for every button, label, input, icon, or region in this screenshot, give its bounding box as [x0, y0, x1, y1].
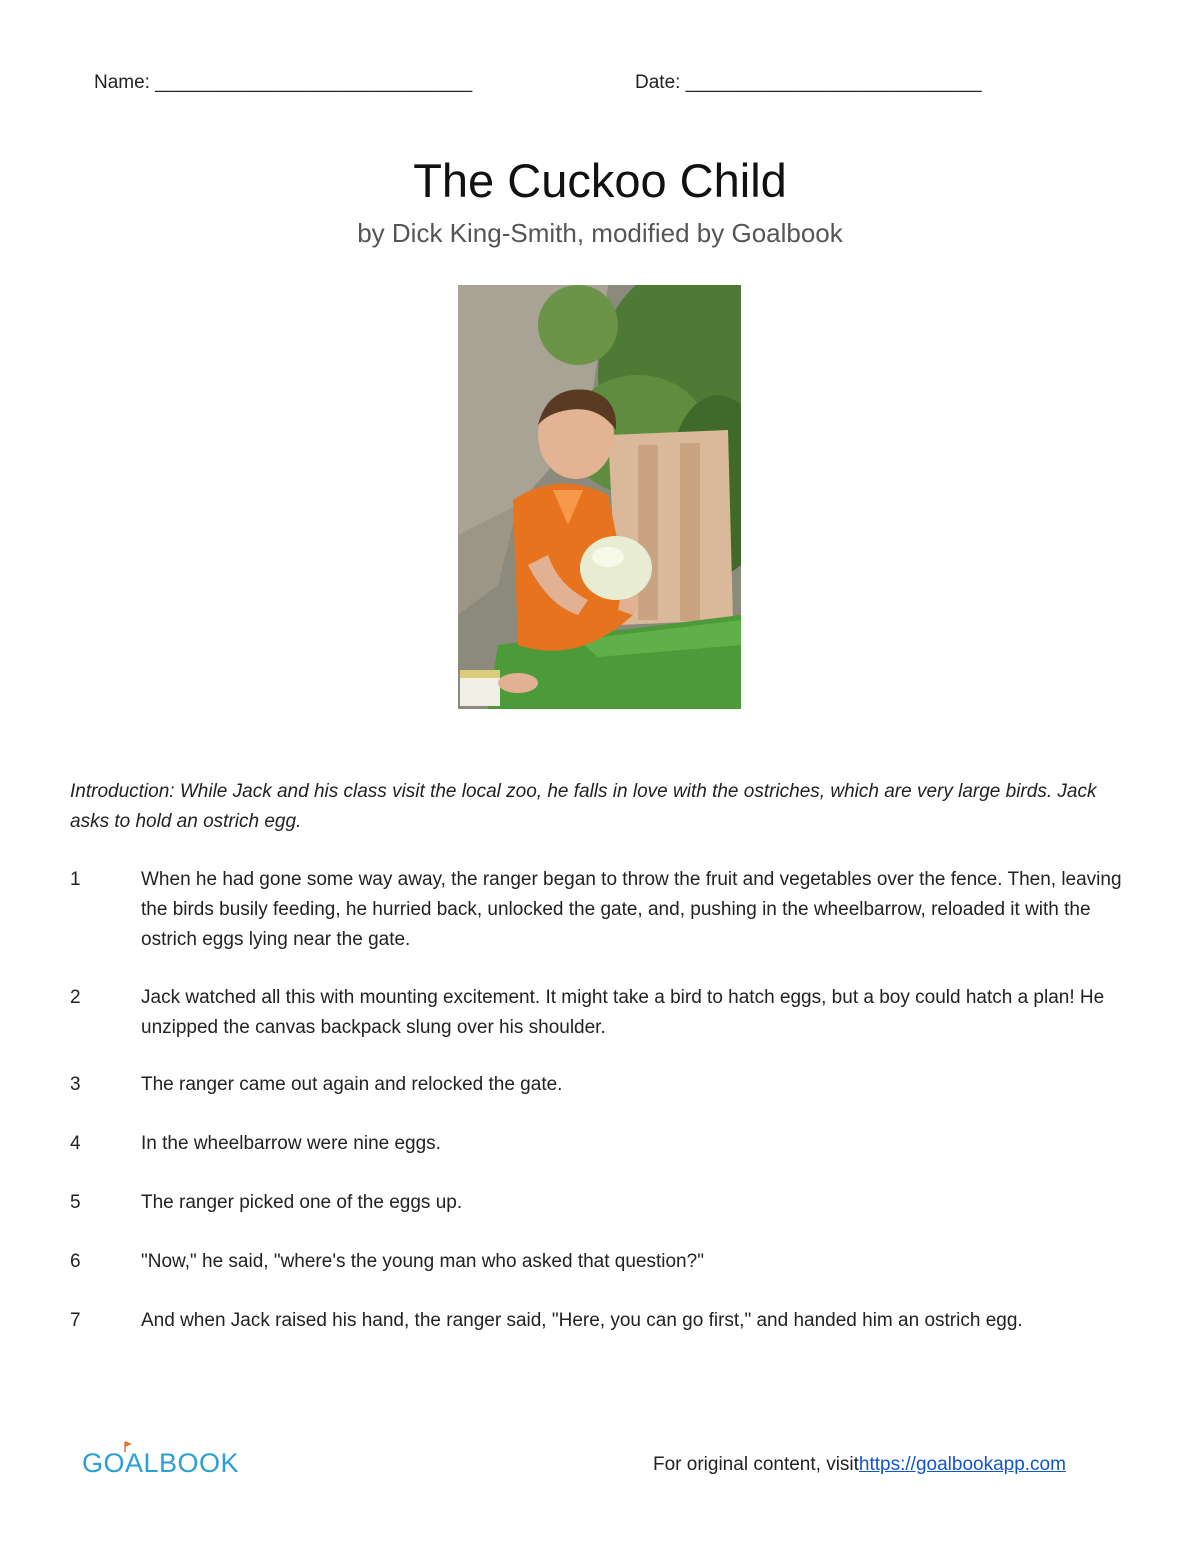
paragraph-number: 3 — [70, 1074, 81, 1095]
footer — [653, 1454, 1066, 1476]
paragraph-text: And when Jack raised his hand, the ranger said, "Here, you can go first," and handed him an ostrich egg. — [141, 1310, 1023, 1331]
paragraph-number: 2 — [70, 987, 81, 1008]
goalbook-link[interactable]: https://goalbookapp.com — [858, 1454, 1066, 1475]
name-field: Name: ______________________________ — [94, 72, 473, 93]
footer-text: For original content, visit — [653, 1454, 859, 1475]
paragraph-text: Jack watched all this with mounting excitement. It might take a bird to hatch eggs, but a boy could hatch a plan! He unzipped the canvas backpack slung over his shoulder. — [141, 987, 1105, 1038]
goalbook-logo — [82, 1438, 242, 1478]
paragraph-number: 1 — [70, 869, 81, 890]
paragraph-number: 4 — [70, 1133, 81, 1154]
date-field: Date: ____________________________ — [635, 72, 982, 93]
boy-holding-ostrich-egg-photo — [458, 285, 741, 709]
paragraph-number: 7 — [70, 1310, 81, 1331]
paragraph-text: When he had gone some way away, the ranger began to throw the fruit and vegetables over the fence. Then, leaving the birds busily feeding, he hurried back, unlocked the gate, and, pushing in the wheelbarrow, reloaded it with the ostrich eggs lying near the gate. — [141, 869, 1122, 950]
paragraph-number: 5 — [70, 1192, 81, 1213]
paragraph-number: 6 — [70, 1251, 81, 1272]
paragraph-text: "Now," he said, "where's the young man who asked that question?" — [141, 1251, 704, 1272]
svg-text:GOALBOOK: GOALBOOK — [82, 1448, 240, 1478]
byline: by Dick King-Smith, modified by Goalbook — [357, 218, 843, 248]
paragraph-text: In the wheelbarrow were nine eggs. — [141, 1133, 441, 1154]
page-title: The Cuckoo Child — [413, 154, 787, 207]
introduction-text: Introduction: While Jack and his class visit the local zoo, he falls in love with the ostriches, which are very large birds. Jack asks to hold an ostrich egg. — [70, 781, 1097, 832]
paragraph-text: The ranger came out again and relocked the gate. — [141, 1074, 563, 1095]
paragraph-text: The ranger picked one of the eggs up. — [141, 1192, 463, 1213]
